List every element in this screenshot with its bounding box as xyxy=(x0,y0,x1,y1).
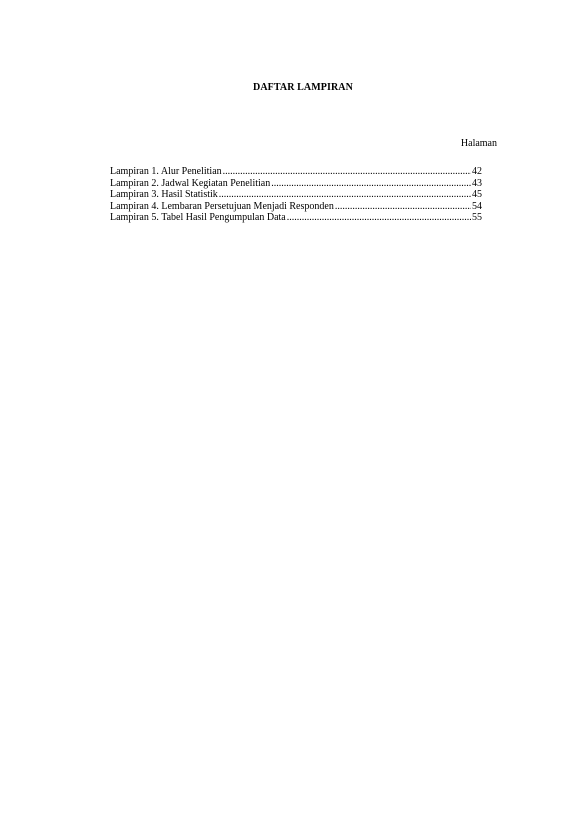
dot-leader xyxy=(219,189,471,201)
dot-leader xyxy=(271,178,471,190)
toc-entry-5 xyxy=(110,212,482,224)
toc-entry-4 xyxy=(110,201,482,213)
toc-entry-page: 54 xyxy=(472,200,482,212)
toc-entry-1 xyxy=(110,166,482,178)
toc-entry-label: Lampiran 5. Tabel Hasil Pengumpulan Data xyxy=(110,212,286,224)
page-title: DAFTAR LAMPIRAN xyxy=(253,82,353,93)
toc-entry-page: 42 xyxy=(472,166,482,177)
toc-entry-label: Lampiran 1. Alur Penelitian xyxy=(110,166,222,177)
toc-entry-page: 45 xyxy=(472,189,482,201)
toc-entry-page: 43 xyxy=(472,177,482,189)
toc-entry-3 xyxy=(110,189,482,201)
table-of-appendices xyxy=(110,166,482,224)
dot-leader xyxy=(223,166,471,178)
toc-entry-page: 55 xyxy=(472,212,482,224)
dot-leader xyxy=(287,212,471,224)
toc-entry-label: Lampiran 4. Lembaran Persetujuan Menjadi Responden xyxy=(110,200,334,212)
toc-entry-label: Lampiran 3. Hasil Statistik xyxy=(110,189,218,201)
toc-entry-2 xyxy=(110,178,482,190)
toc-entry-label: Lampiran 2. Jadwal Kegiatan Penelitian xyxy=(110,177,271,189)
page-column-label: Halaman xyxy=(460,138,497,149)
dot-leader xyxy=(335,201,471,213)
